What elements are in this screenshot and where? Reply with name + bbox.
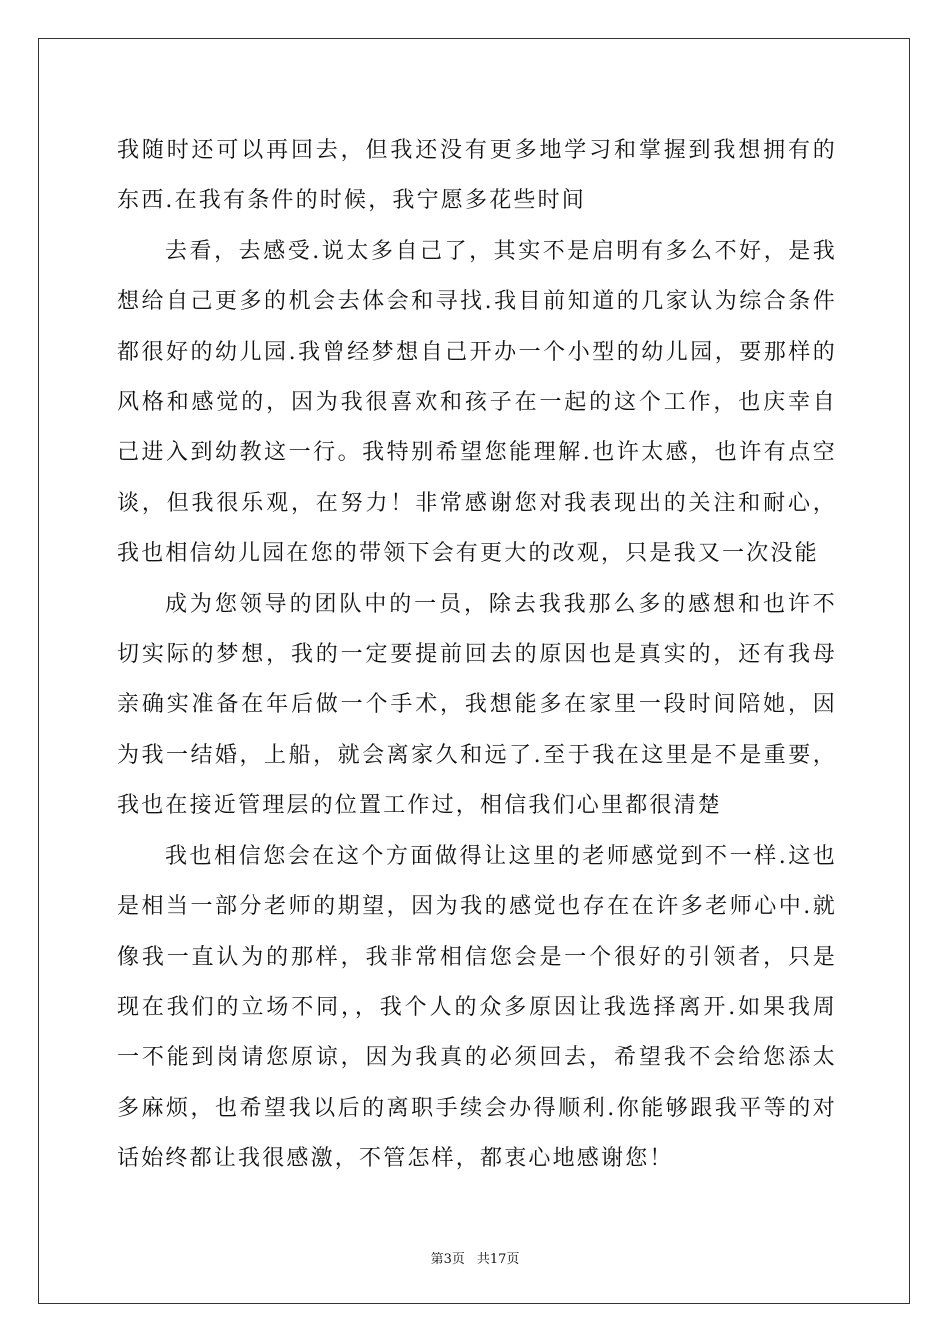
paragraph-4: 我也相信您会在这个方面做得让这里的老师感觉到不一样.这也是相当一部分老师的期望，因为我的感觉也存在在许多老师心中.就像我一直认为的那样，我非常相信您会是一个很好的引领者，只是现在我们的立场不同，，我个人的众多原因让我选择离开.如果我周一不能到岗请您原谅，因为我真的必须回去，希望我不会给您添太多麻烦，也希望我以后的离职手续会办得顺利.你能够跟我平等的对话始终都让我很感激，不管怎样，都衷心地感谢您！ — [117, 843, 837, 1172]
document-body — [117, 126, 837, 1185]
paragraph-1: 我随时还可以再回去，但我还没有更多地学习和掌握到我想拥有的东西.在我有条件的时候，我宁愿多花些时间 — [117, 138, 837, 214]
page-footer — [0, 1248, 950, 1267]
page-number: 第3页 — [430, 1252, 465, 1267]
paragraph-2: 去看，去感受.说太多自己了，其实不是启明有多么不好，是我想给自己更多的机会去体会和寻找.我目前知道的几家认为综合条件都很好的幼儿园.我曾经梦想自己开办一个小型的幼儿园，要那样的风格和感觉的，因为我很喜欢和孩子在一起的这个工作，也庆幸自己进入到幼教这一行。我特别希望您能理解.也许太感，也许有点空谈，但我很乐观，在努力！非常感谢您对我表现出的关注和耐心，我也相信幼儿园在您的带领下会有更大的改观，只是我又一次没能 — [117, 238, 837, 567]
page-total: 共17页 — [476, 1252, 520, 1267]
paragraph-3: 成为您领导的团队中的一员，除去我我那么多的感想和也许不切实际的梦想，我的一定要提前回去的原因也是真实的，还有我母亲确实准备在年后做一个手术，我想能多在家里一段时间陪她，因为我一结婚，上船，就会离家久和远了.至于我在这里是不是重要，我也在接近管理层的位置工作过，相信我们心里都很清楚 — [117, 591, 837, 819]
